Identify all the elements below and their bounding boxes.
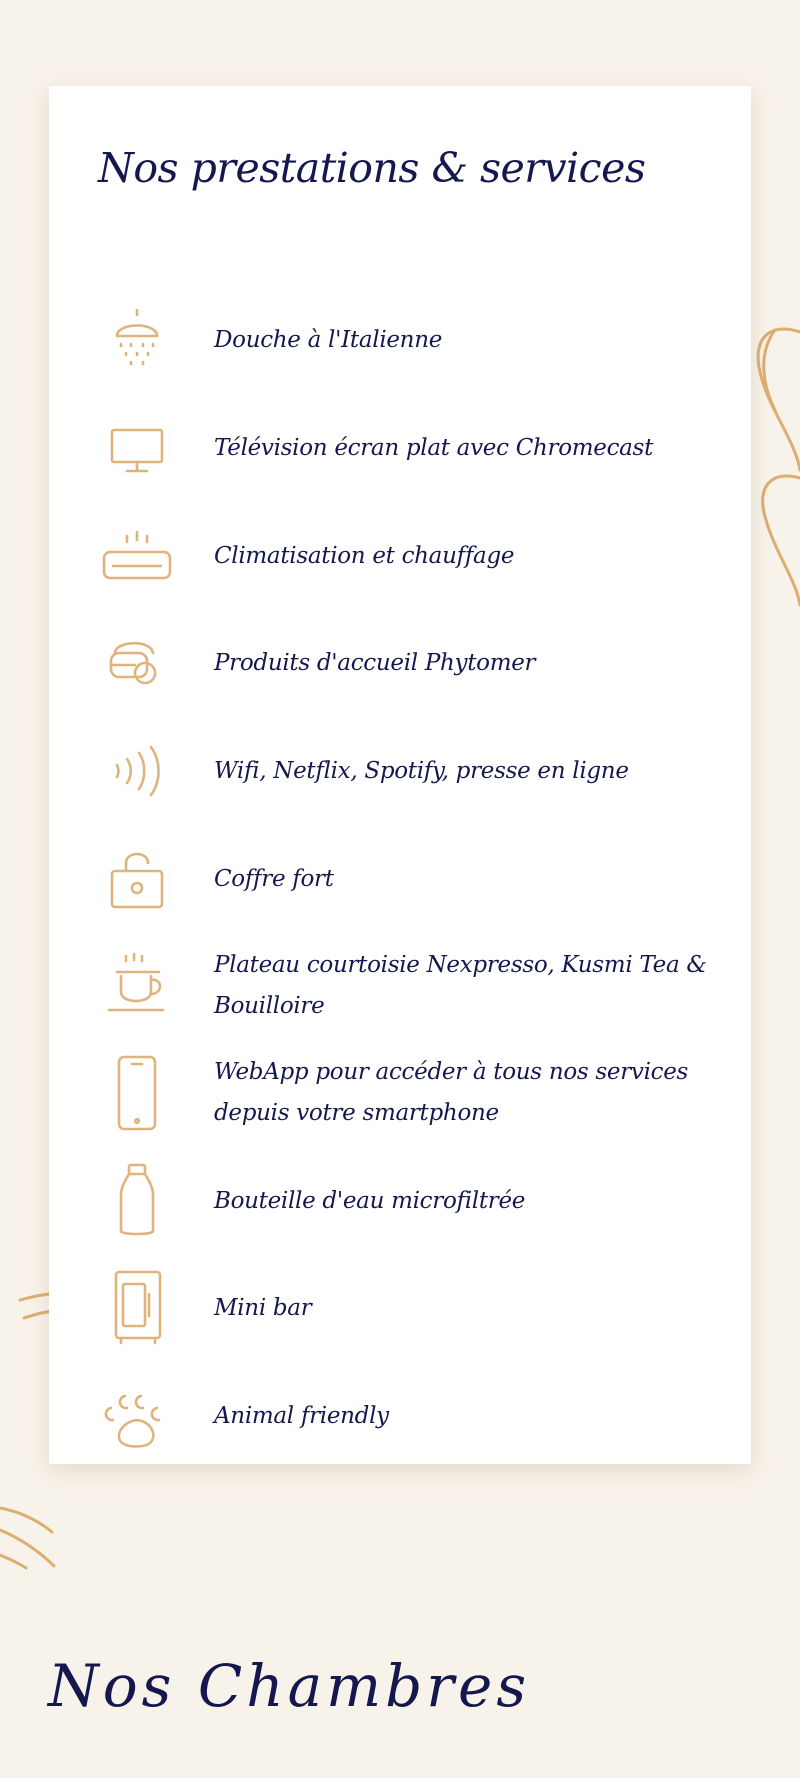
service-item-webapp [49,1053,751,1133]
water-bottle-icon [99,1161,175,1241]
air-conditioning-icon [99,516,175,596]
service-label-coffee: Plateau courtoisie Nexpresso, Kusmi Tea & Bouilloire [214,952,707,1019]
services-card [49,86,751,1464]
paw-icon [99,1376,175,1456]
service-label-water: Bouteille d'eau microfiltrée [214,1187,526,1214]
smartphone-icon [99,1053,175,1133]
service-label-animal: Animal friendly [214,1402,389,1429]
service-label-webapp: WebApp pour accéder à tous nos services depuis votre smartphone [214,1059,689,1126]
service-item-coffee [49,946,751,1026]
service-label-toiletries: Produits d'accueil Phytomer [214,649,536,676]
service-item-air-conditioning [49,516,751,596]
service-item-toiletries [49,623,751,703]
service-label-minibar: Mini bar [214,1294,312,1321]
service-item-minibar [49,1268,751,1348]
wifi-icon [99,731,175,811]
rooms-section-title: Nos Chambres [48,1652,531,1720]
service-item-wifi [49,731,751,811]
toiletries-icon [99,623,175,703]
service-label-shower: Douche à l'Italienne [214,326,443,353]
service-item-animal [49,1376,751,1456]
service-item-shower [49,300,751,380]
shower-icon [99,300,175,380]
service-item-water [49,1161,751,1241]
tv-icon [99,408,175,488]
safe-icon [99,839,175,919]
coffee-cup-icon [99,946,175,1026]
minibar-icon [99,1268,175,1348]
service-item-tv [49,408,751,488]
service-label-air-conditioning: Climatisation et chauffage [214,542,515,569]
service-label-safe: Coffre fort [214,865,334,892]
service-label-wifi: Wifi, Netflix, Spotify, presse en ligne [214,757,629,784]
services-title: Nos prestations & services [98,144,646,192]
service-item-safe [49,839,751,919]
service-label-tv: Télévision écran plat avec Chromecast [214,434,654,461]
